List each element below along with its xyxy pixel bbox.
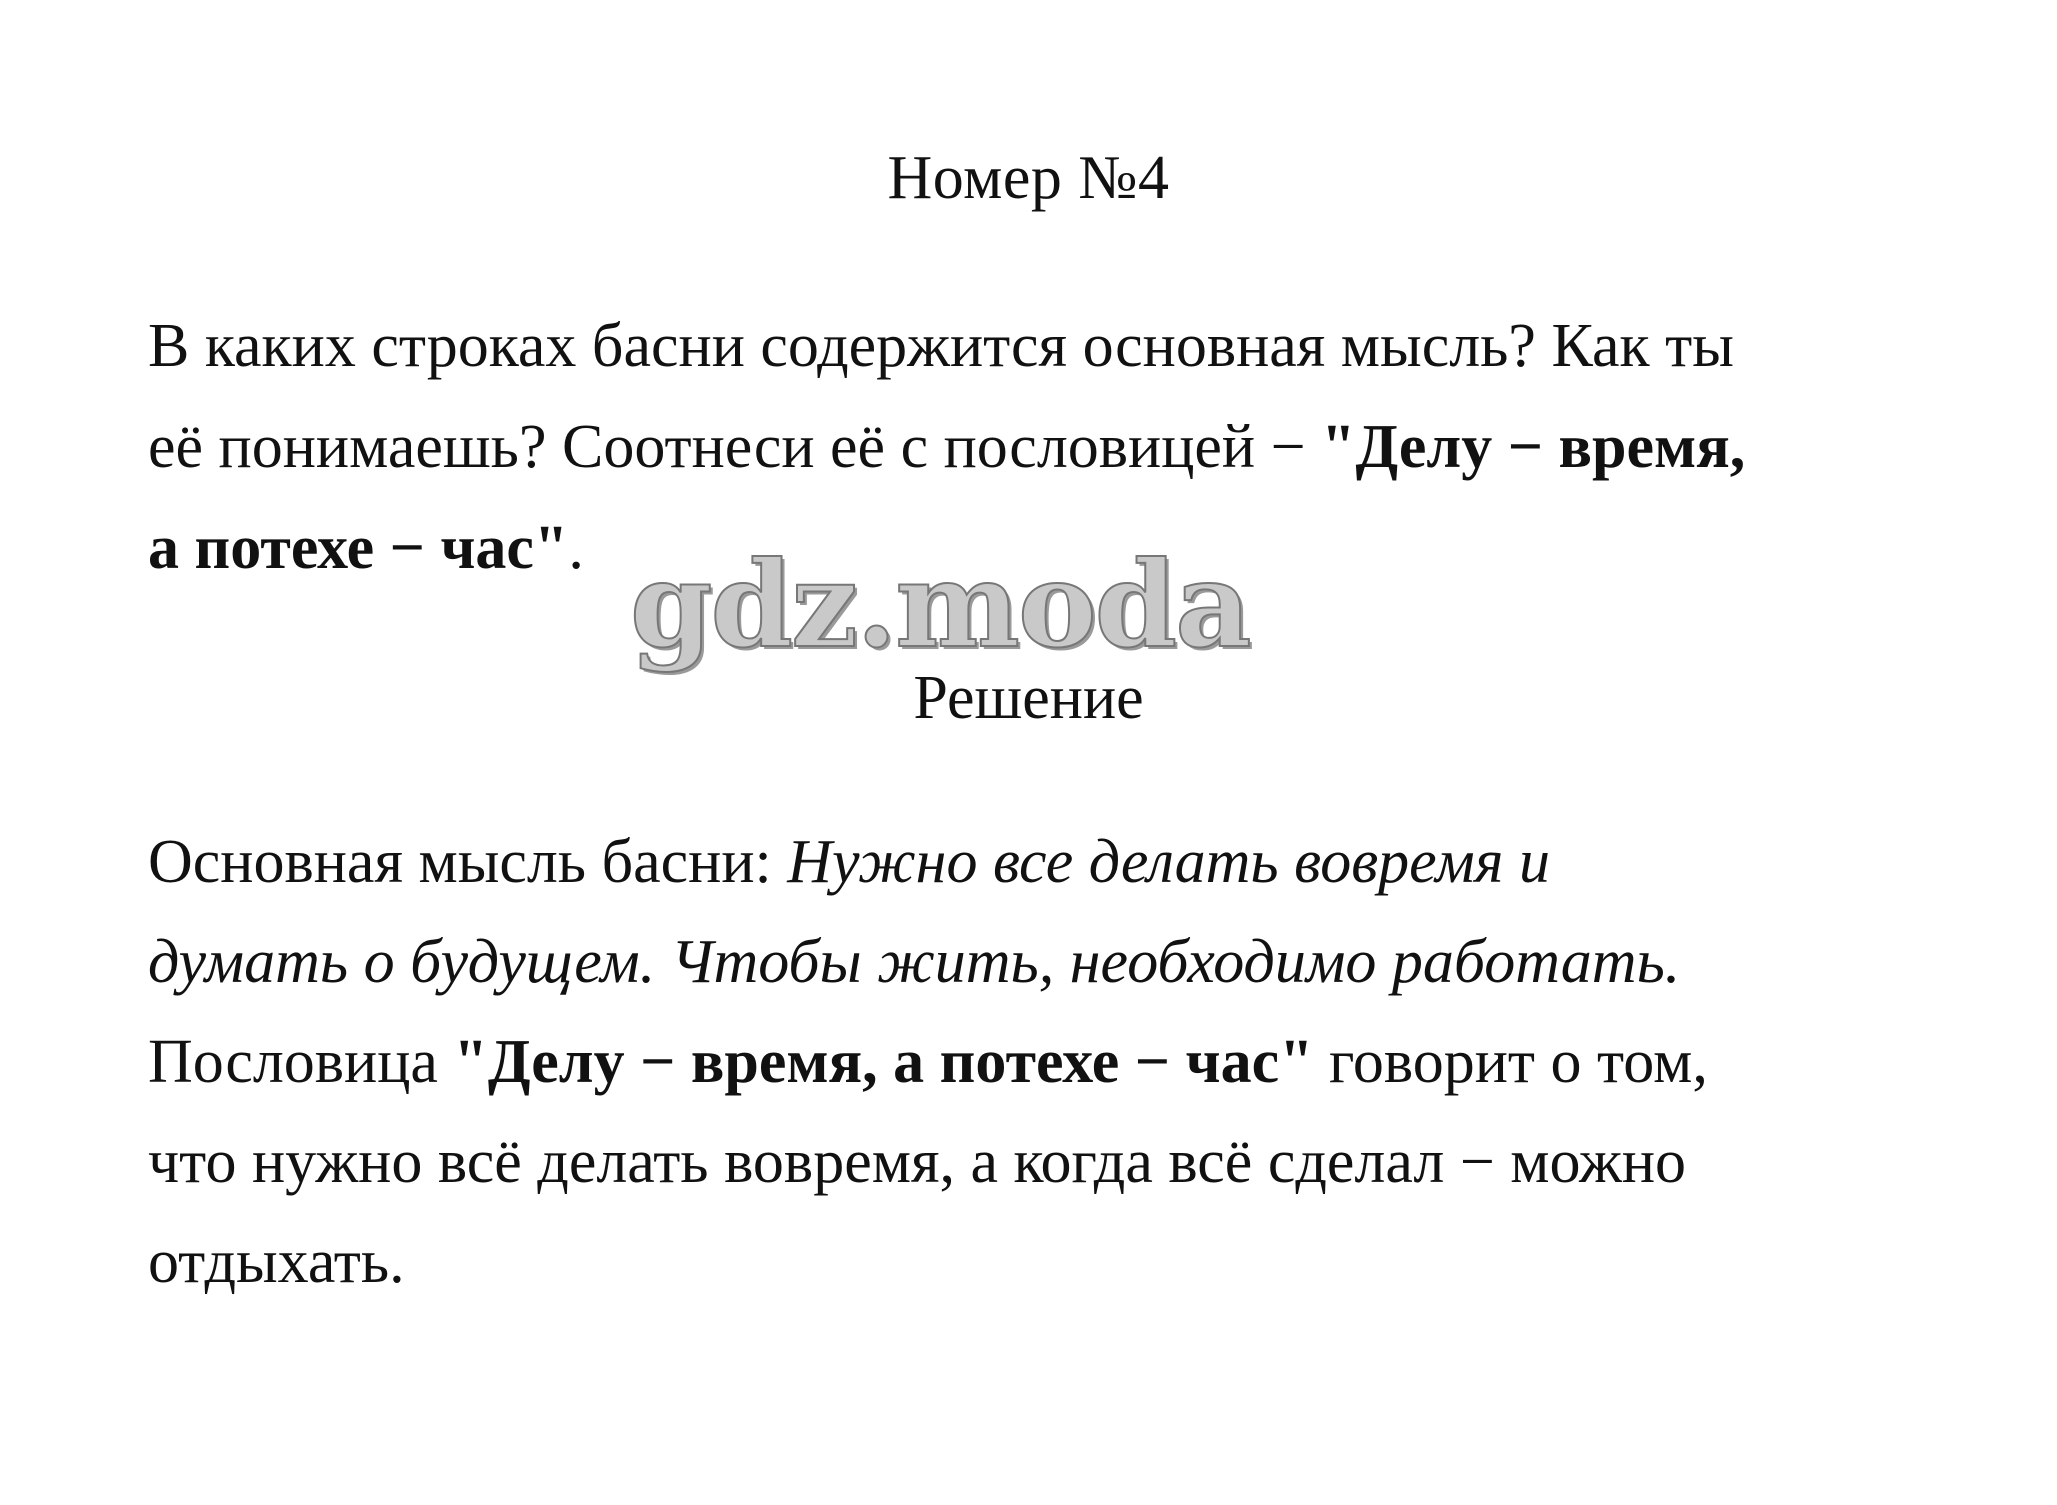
proverb-lead: Пословица	[148, 1028, 454, 1096]
page-title: Номер №4	[887, 144, 1170, 212]
answer-line-5: отдыхать.	[148, 1228, 405, 1296]
question-line-3-period: .	[568, 514, 584, 582]
answer-line-3	[148, 1012, 1968, 1112]
answer-line-1	[148, 812, 1968, 912]
proverb-part-1: "Делу − время,	[1321, 413, 1746, 481]
answer-line-4: что нужно всё делать вовремя, а когда всё сделал − можно	[148, 1128, 1687, 1196]
proverb-part-2: а потехе − час"	[148, 514, 569, 582]
answer-intro: Основная мысль басни:	[148, 828, 788, 896]
answer-line-2	[148, 912, 1968, 1012]
question-line-2-text: её понимаешь? Соотнеси её с пословицей −	[148, 413, 1322, 481]
proverb-quote: "Делу − время, а потехе − час"	[453, 1028, 1314, 1096]
answer-text	[148, 812, 1968, 1312]
solution-heading: Решение	[913, 664, 1144, 732]
proverb-tail: говорит о том,	[1313, 1028, 1708, 1096]
main-idea-part-2: думать о будущем. Чтобы жить, необходимо работать.	[148, 928, 1681, 996]
question-line-2	[148, 397, 1948, 498]
watermark-logo: gdz.moda	[630, 535, 1250, 674]
main-idea-part-1: Нужно все делать вовремя и	[787, 828, 1551, 896]
question-line-1: В каких строках басни содержится основная мысль? Как ты	[148, 312, 1734, 380]
